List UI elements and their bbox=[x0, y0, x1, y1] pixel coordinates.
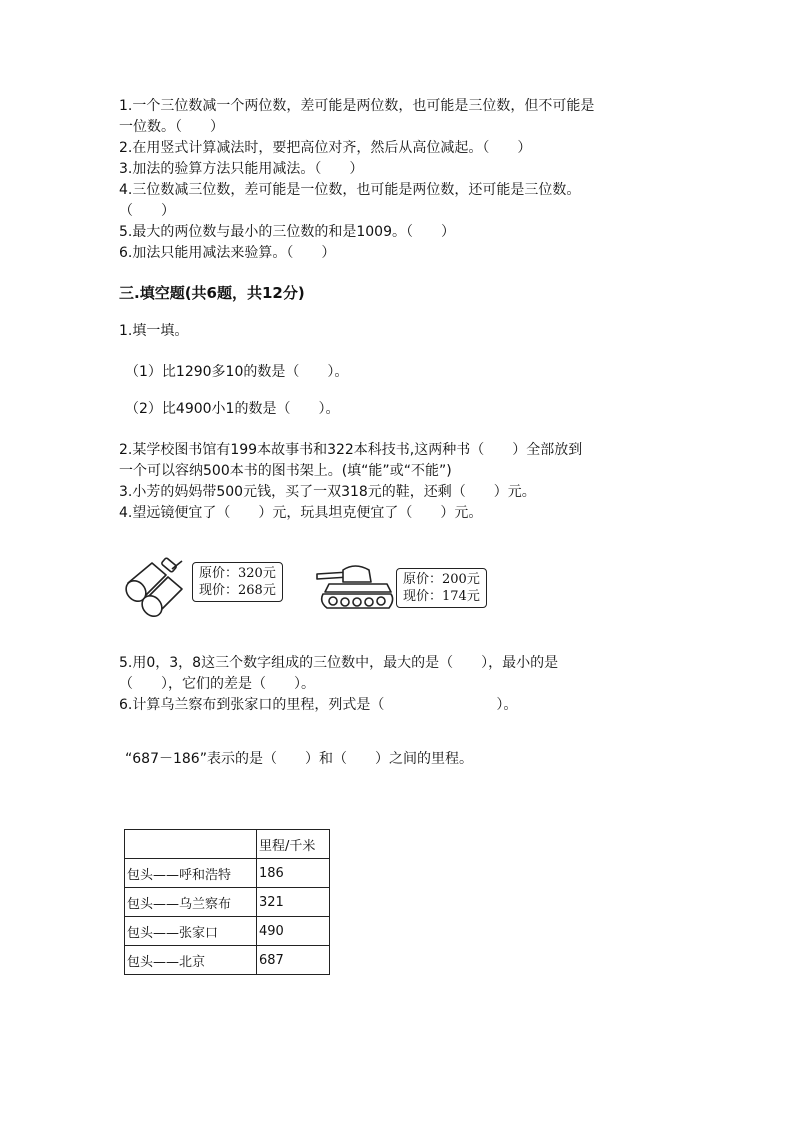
distance-cell: 490 bbox=[257, 917, 330, 946]
fill-q5-line2: （ ），它们的差是（ ）。 bbox=[119, 676, 315, 692]
fill-q4-text: 4.望远镜便宜了（ ）元，玩具坦克便宜了（ ）元。 bbox=[119, 505, 483, 521]
tank-current-price: 现价：174元 bbox=[403, 589, 480, 604]
binoculars-original-price: 原价：320元 bbox=[199, 566, 276, 581]
fill-q5-line1: 5.用0，3，8这三个数字组成的三位数中，最大的是（ ），最小的是 bbox=[119, 655, 559, 671]
table-header-cell: 里程/千米 bbox=[257, 830, 330, 859]
q5-text: 5.最大的两位数与最小的三位数的和是1009。（ ） bbox=[119, 224, 455, 240]
table-row bbox=[125, 888, 330, 917]
binoculars-price-box bbox=[192, 562, 283, 602]
route-cell: 包头——呼和浩特 bbox=[125, 859, 257, 888]
section-title: 三.填空题(共6题，共12分) bbox=[119, 284, 305, 302]
q1-text-line2: 一位数。（ ） bbox=[119, 119, 224, 135]
q3-text: 3.加法的验算方法只能用减法。（ ） bbox=[119, 161, 364, 177]
route-cell: 包头——乌兰察布 bbox=[125, 888, 257, 917]
q2-text: 2.在用竖式计算减法时，要把高位对齐，然后从高位减起。（ ） bbox=[119, 140, 532, 156]
q4-text-line2: （ ） bbox=[119, 203, 175, 219]
distance-cell: 687 bbox=[257, 946, 330, 975]
fill-q3-text: 3.小芳的妈妈带500元钱，买了一双318元的鞋，还剩（ ）元。 bbox=[119, 484, 536, 500]
table-header-row bbox=[125, 830, 330, 859]
binoculars-illustration bbox=[122, 555, 188, 613]
tank-price-box bbox=[396, 568, 487, 608]
route-cell: 包头——北京 bbox=[125, 946, 257, 975]
fill-q2-line2: 一个可以容纳500本书的图书架上。(填“能”或“不能”) bbox=[119, 463, 452, 479]
q4-text-line1: 4.三位数减三位数，差可能是一位数，也可能是两位数，还可能是三位数。 bbox=[119, 182, 581, 198]
fill-q6-sub: “687－186”表示的是（ ）和（ ）之间的里程。 bbox=[125, 751, 473, 767]
binoculars-current-price: 现价：268元 bbox=[199, 583, 276, 598]
distance-cell: 186 bbox=[257, 859, 330, 888]
tank-illustration bbox=[315, 564, 395, 614]
table-row bbox=[125, 946, 330, 975]
fill-q1-sub1: （1）比1290多10的数是（ ）。 bbox=[125, 364, 349, 380]
fill-q2-line1: 2.某学校图书馆有199本故事书和322本科技书,这两种书（ ）全部放到 bbox=[119, 442, 583, 458]
mileage-table bbox=[124, 829, 330, 975]
q1-text-line1: 1.一个三位数减一个两位数，差可能是两位数，也可能是三位数，但不可能是 bbox=[119, 98, 595, 114]
tank-original-price: 原价：200元 bbox=[403, 572, 480, 587]
table-row bbox=[125, 917, 330, 946]
fill-q6-text: 6.计算乌兰察布到张家口的里程，列式是（ ）。 bbox=[119, 697, 518, 713]
q6-text: 6.加法只能用减法来验算。（ ） bbox=[119, 245, 336, 261]
table-header-cell bbox=[125, 830, 257, 859]
table-row bbox=[125, 859, 330, 888]
route-cell: 包头——张家口 bbox=[125, 917, 257, 946]
fill-q1-sub2: （2）比4900小1的数是（ ）。 bbox=[125, 401, 340, 417]
fill-q1-text: 1.填一填。 bbox=[119, 323, 189, 339]
distance-cell: 321 bbox=[257, 888, 330, 917]
